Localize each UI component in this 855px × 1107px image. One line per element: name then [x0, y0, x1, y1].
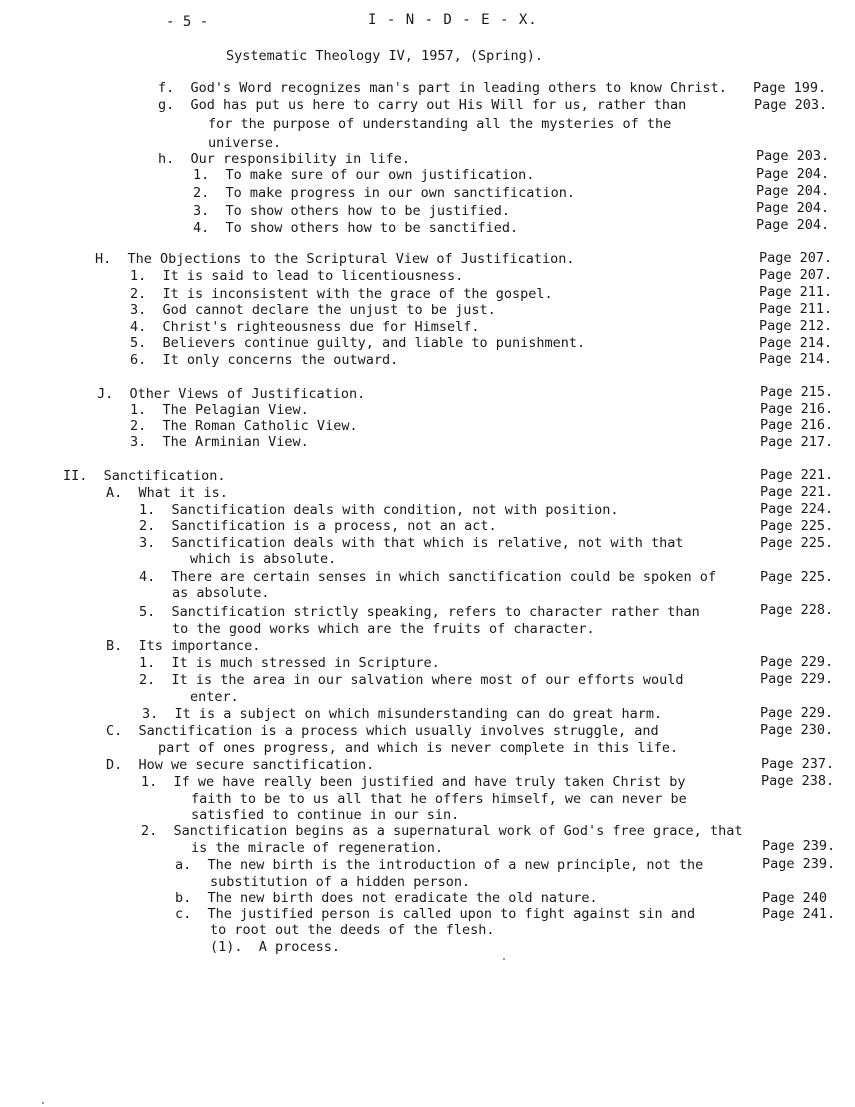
index-entry-text: 2. To make progress in our own sanctification. — [193, 185, 576, 201]
index-entry-text: 2. The Roman Catholic View. — [130, 418, 358, 434]
index-entry-page: Page 240 — [762, 890, 828, 906]
index-entry-page: Page 204. — [756, 217, 830, 233]
index-entry-text: b. The new birth does not eradicate the old nature. — [175, 890, 598, 906]
index-entry-text: faith to be to us all that he offers himself, we can never be — [191, 791, 687, 807]
index-entry-page: Page 229. — [760, 705, 834, 721]
index-entry-page: Page 204. — [756, 183, 830, 199]
index-entry-text: 2. Sanctification is a process, not an act. — [139, 518, 497, 534]
page-subtitle: Systematic Theology IV, 1957, (Spring). — [226, 48, 543, 64]
index-entry-text: H. The Objections to the Scriptural View of Justification. — [95, 251, 575, 267]
index-entry-page: Page 221. — [760, 467, 834, 483]
index-entry-text: 6. It only concerns the outward. — [130, 352, 399, 368]
index-entry-page: Page 204. — [756, 166, 830, 182]
index-entry-page: Page 207. — [759, 250, 833, 266]
index-entry-page: Page 216. — [760, 401, 834, 417]
index-entry-text: 5. Sanctification strictly speaking, refers to character rather than — [139, 604, 700, 620]
index-entry-text: 1. If we have really been justified and have truly taken Christ by — [141, 774, 686, 790]
index-entry-text: 1. To make sure of our own justification. — [193, 167, 535, 183]
index-entry-text: 1. It is much stressed in Scripture. — [139, 655, 440, 671]
index-entry-text: a. The new birth is the introduction of a new principle, not the — [175, 857, 704, 873]
index-entry-text: to the good works which are the fruits of character. — [172, 621, 595, 637]
index-entry-text: as absolute. — [172, 585, 270, 601]
index-entry-page: Page 229. — [760, 654, 834, 670]
index-entry-text: part of ones progress, and which is never complete in this life. — [158, 740, 679, 756]
index-entry-text: satisfied to continue in our sin. — [191, 807, 460, 823]
index-entry-page: Page 211. — [759, 301, 833, 317]
index-entry-text: 3. God cannot declare the unjust to be just. — [130, 302, 496, 318]
index-entry-text: 2. Sanctification begins as a supernatural work of God's free grace, that — [141, 823, 743, 839]
index-entry-text: 3. To show others how to be justified. — [193, 203, 510, 219]
index-entry-page: Page 241. — [762, 906, 836, 922]
index-entry-page: Page 221. — [760, 484, 834, 500]
index-entry-page: Page 214. — [759, 335, 833, 351]
index-entry-page: Page 217. — [760, 434, 834, 450]
index-entry-text: 2. It is inconsistent with the grace of the gospel. — [130, 286, 553, 302]
index-entry-page: Page 211. — [759, 284, 833, 300]
index-entry-text: 3. The Arminian View. — [130, 434, 309, 450]
index-entry-text: 2. It is the area in our salvation where most of our efforts would — [139, 672, 684, 688]
index-entry-page: Page 229. — [760, 671, 834, 687]
index-entry-text: A. What it is. — [106, 485, 228, 501]
index-entry-text: to root out the deeds of the flesh. — [210, 922, 495, 938]
index-entry-text: B. Its importance. — [106, 638, 261, 654]
index-entry-page: Page 224. — [760, 501, 834, 517]
index-entry-text: (1). A process. — [210, 939, 341, 955]
page-title: I - N - D - E - X. — [368, 12, 538, 28]
index-entry-text: c. The justified person is called upon to fight against sin and — [175, 906, 696, 922]
index-entry-page: Page 212. — [759, 318, 833, 334]
index-entry-page: Page 207. — [759, 267, 833, 283]
paper-speck — [503, 958, 505, 960]
index-entry-text: J. Other Views of Justification. — [97, 386, 366, 402]
index-entry-page: Page 214. — [759, 351, 833, 367]
index-entry-text: 4. Christ's righteousness due for Himself. — [130, 319, 480, 335]
index-entry-text: g. God has put us here to carry out His Will for us, rather than — [158, 97, 687, 113]
index-entry-page: Page 230. — [760, 722, 834, 738]
index-entry-text: 5. Believers continue guilty, and liable to punishment. — [130, 335, 586, 351]
index-entry-page: Page 215. — [760, 384, 834, 400]
index-entry-text: for the purpose of understanding all the mysteries of the — [208, 116, 672, 132]
index-entry-text: C. Sanctification is a process which usually involves struggle, and — [106, 723, 659, 739]
index-entry-text: 1. Sanctification deals with condition, not with position. — [139, 502, 619, 518]
index-entry-page: Page 203. — [756, 148, 830, 164]
index-entry-page: Page 228. — [760, 602, 834, 618]
index-entry-text: 1. It is said to lead to licentiousness. — [130, 268, 464, 284]
index-entry-text: 4. There are certain senses in which sanctification could be spoken of — [139, 569, 717, 585]
index-entry-page: Page 203. — [754, 97, 828, 113]
index-entry-text: substitution of a hidden person. — [210, 874, 471, 890]
index-entry-page: Page 225. — [760, 535, 834, 551]
index-entry-text: 3. Sanctification deals with that which is relative, not with that — [139, 535, 684, 551]
index-entry-text: 1. The Pelagian View. — [130, 402, 309, 418]
index-entry-text: h. Our responsibility in life. — [158, 151, 410, 167]
index-entry-page: Page 204. — [756, 200, 830, 216]
index-entry-text: enter. — [190, 689, 239, 705]
index-entry-page: Page 216. — [760, 417, 834, 433]
index-entry-text: II. Sanctification. — [63, 468, 226, 484]
index-entry-page: Page 237. — [761, 756, 835, 772]
index-entry-text: 4. To show others how to be sanctified. — [193, 220, 519, 236]
index-entry-page: Page 239. — [762, 856, 836, 872]
index-entry-text: D. How we secure sanctification. — [106, 757, 375, 773]
index-entry-page: Page 225. — [760, 569, 834, 585]
index-entry-text: is the miracle of regeneration. — [191, 840, 443, 856]
index-entry-page: Page 199. — [753, 80, 827, 96]
index-entry-text: which is absolute. — [190, 551, 337, 567]
page-number: - 5 - — [166, 14, 209, 30]
paper-speck — [42, 1102, 44, 1104]
index-entry-page: Page 238. — [761, 773, 835, 789]
index-entry-page: Page 239. — [762, 838, 836, 854]
index-entry-text: 3. It is a subject on which misunderstanding can do great harm. — [142, 706, 663, 722]
index-entry-page: Page 225. — [760, 518, 834, 534]
index-entry-text: f. God's Word recognizes man's part in leading others to know Christ. — [158, 80, 727, 96]
index-entry-text: universe. — [208, 135, 282, 151]
